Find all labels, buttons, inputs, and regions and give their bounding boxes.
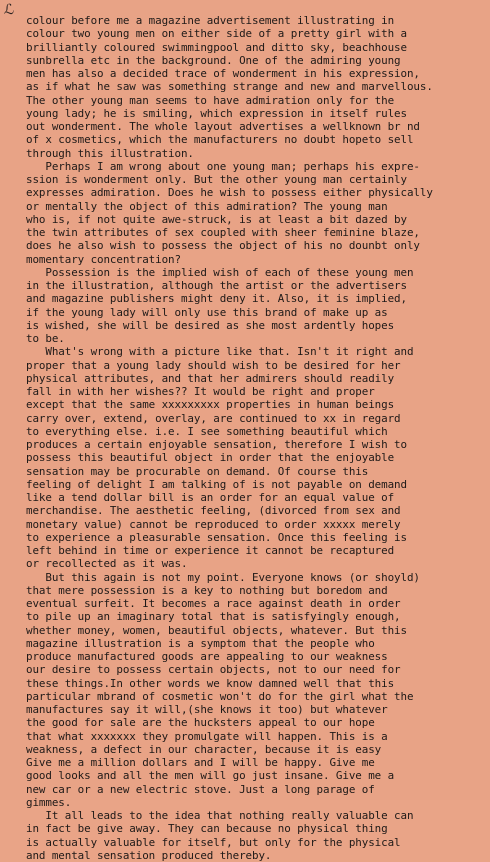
text-line: as if what he saw was something strange and new and marvellous.: [26, 80, 433, 94]
text-line: fall in with her wishes?? It would be right and proper: [26, 385, 375, 398]
text-line: new car or a new electric stove. Just a long parage of: [26, 782, 375, 796]
text-line: Give me a million dollars and I will be happy. Give me: [26, 756, 375, 769]
text-line: manufactures say it will,(she knows it too) but whatever: [26, 703, 388, 716]
text-line: our desire to possess certain objects, not to our need for: [26, 663, 401, 677]
text-line: Perhaps I am wrong about one young man; perhaps his expre-: [26, 159, 420, 173]
text-line: physical attributes, and that her admirers should readily: [26, 371, 395, 385]
text-line: who is, if not quite awe-struck, is at least a bit dazed by: [26, 212, 407, 226]
text-line: What's wrong with a picture like that. Isn't it right and: [26, 345, 414, 359]
text-line: or recollected as it was.: [26, 557, 188, 571]
text-line: sensation may be procurable on demand. Of course this: [26, 464, 369, 478]
text-line: in fact be give away. They can because no physical thing: [26, 822, 388, 836]
text-line: young lady; he is smiling, which expression in itself rules: [26, 106, 407, 120]
text-line: to experience a pleasurable sensation. Once this feeling is: [26, 530, 407, 544]
text-line: through this illustration.: [26, 146, 194, 160]
text-line: except that the same xxxxxxxxx properties in human beings: [26, 398, 395, 412]
text-line: momentary concentration?: [26, 252, 181, 266]
text-line: possess this beautiful object in order that the enjoyable: [26, 451, 395, 465]
text-line: produces a certain enjoyable sensation, therefore I wish to: [26, 438, 407, 451]
text-line: The other young man seems to have admiration only for the: [26, 93, 395, 107]
text-line: in the illustration, although the artist or the advertisers: [26, 279, 407, 292]
text-line: and magazine publishers might deny it. Also, it is implied,: [26, 292, 407, 306]
text-line: ssion is wonderment only. But the other young man certainly: [26, 173, 407, 186]
text-line: to be.: [26, 332, 65, 345]
text-line: gimmes.: [26, 795, 72, 809]
text-line: does he also wish to possess the object of his no dounbt only: [26, 239, 420, 253]
text-line: carry over, extend, overlay, are continued to xx in regard: [26, 411, 401, 425]
text-line: and mental sensation produced thereby.: [26, 848, 272, 862]
text-line: feeling of delight I am talking of is not payable on demand: [26, 477, 407, 491]
text-line: that what xxxxxxx they promulgate will happen. This is a: [26, 729, 388, 743]
text-line: merchandise. The aesthetic feeling, (divorced from sex and: [26, 504, 401, 518]
text-line: proper that a young lady should wish to be desired for her: [26, 358, 401, 372]
text-line: if the young lady will only use this brand of make up as: [26, 305, 388, 319]
text-line: like a tend dollar bill is an order for an equal value of: [26, 491, 395, 504]
text-line: is wished, she will be desired as she most ardently hopes: [26, 318, 395, 332]
text-line: produce manufactured goods are appealing to our weakness: [26, 650, 388, 663]
text-line: colour before me a magazine advertisement illustrating in: [26, 14, 395, 27]
text-line: expresses admiration. Does he wish to possess either physically: [26, 186, 433, 200]
text-line: monetary value) cannot be reproduced to order xxxxx merely: [26, 517, 401, 531]
text-line: to everything else. i.e. I see something beautiful which: [26, 424, 388, 438]
text-line: brilliantly coloured swimmingpool and ditto sky, beachhouse: [26, 40, 407, 54]
text-line: the twin attributes of sex coupled with sheer feminine blaze,: [26, 226, 420, 239]
text-line: whether money, women, beautiful objects, whatever. But this: [26, 623, 407, 637]
text-line: or mentally the object of this admiration? The young man: [26, 199, 388, 213]
text-line: out wonderment. The whole layout advertises a wellknown br nd: [26, 120, 420, 133]
text-line: is actually valuable for itself, but only for the physical: [26, 835, 401, 849]
typed-text-body: [26, 14, 484, 862]
text-line: eventual surfeit. It becomes a race against death in order: [26, 597, 401, 610]
text-line: of x cosmetics, which the manufacturers no doubt hopeto sell: [26, 133, 414, 147]
text-line: men has also a decided trace of wonderment in his expression,: [26, 67, 420, 80]
text-line: But this again is not my point. Everyone knows (or shoyld): [26, 570, 420, 584]
text-line: good looks and all the men will go just insane. Give me a: [26, 769, 395, 783]
text-line: magazine illustration is a symptom that the people who: [26, 636, 375, 650]
text-line: particular mbrand of cosmetic won't do for the girl what the: [26, 689, 414, 703]
text-line: the good for sale are the hucksters appeal to our hope: [26, 716, 375, 730]
text-line: weakness, a defect in our character, because it is easy: [26, 742, 382, 756]
text-line: sunbrella etc in the background. One of the admiring young: [26, 53, 401, 67]
text-line: these things.In other words we know damned well that this: [26, 676, 395, 690]
text-line: Possession is the implied wish of each of these young men: [26, 265, 414, 279]
text-line: It all leads to the idea that nothing really valuable can: [26, 809, 414, 822]
text-line: left behind in time or experience it cannot be recaptured: [26, 544, 395, 557]
margin-handwritten-mark: ℒ: [4, 2, 15, 18]
text-line: colour two young men on either side of a pretty girl with a: [26, 27, 407, 41]
text-line: to pile up an imaginary total that is satisfyingly enough,: [26, 610, 401, 624]
text-line: that mere possession is a key to nothing but boredom and: [26, 583, 388, 597]
